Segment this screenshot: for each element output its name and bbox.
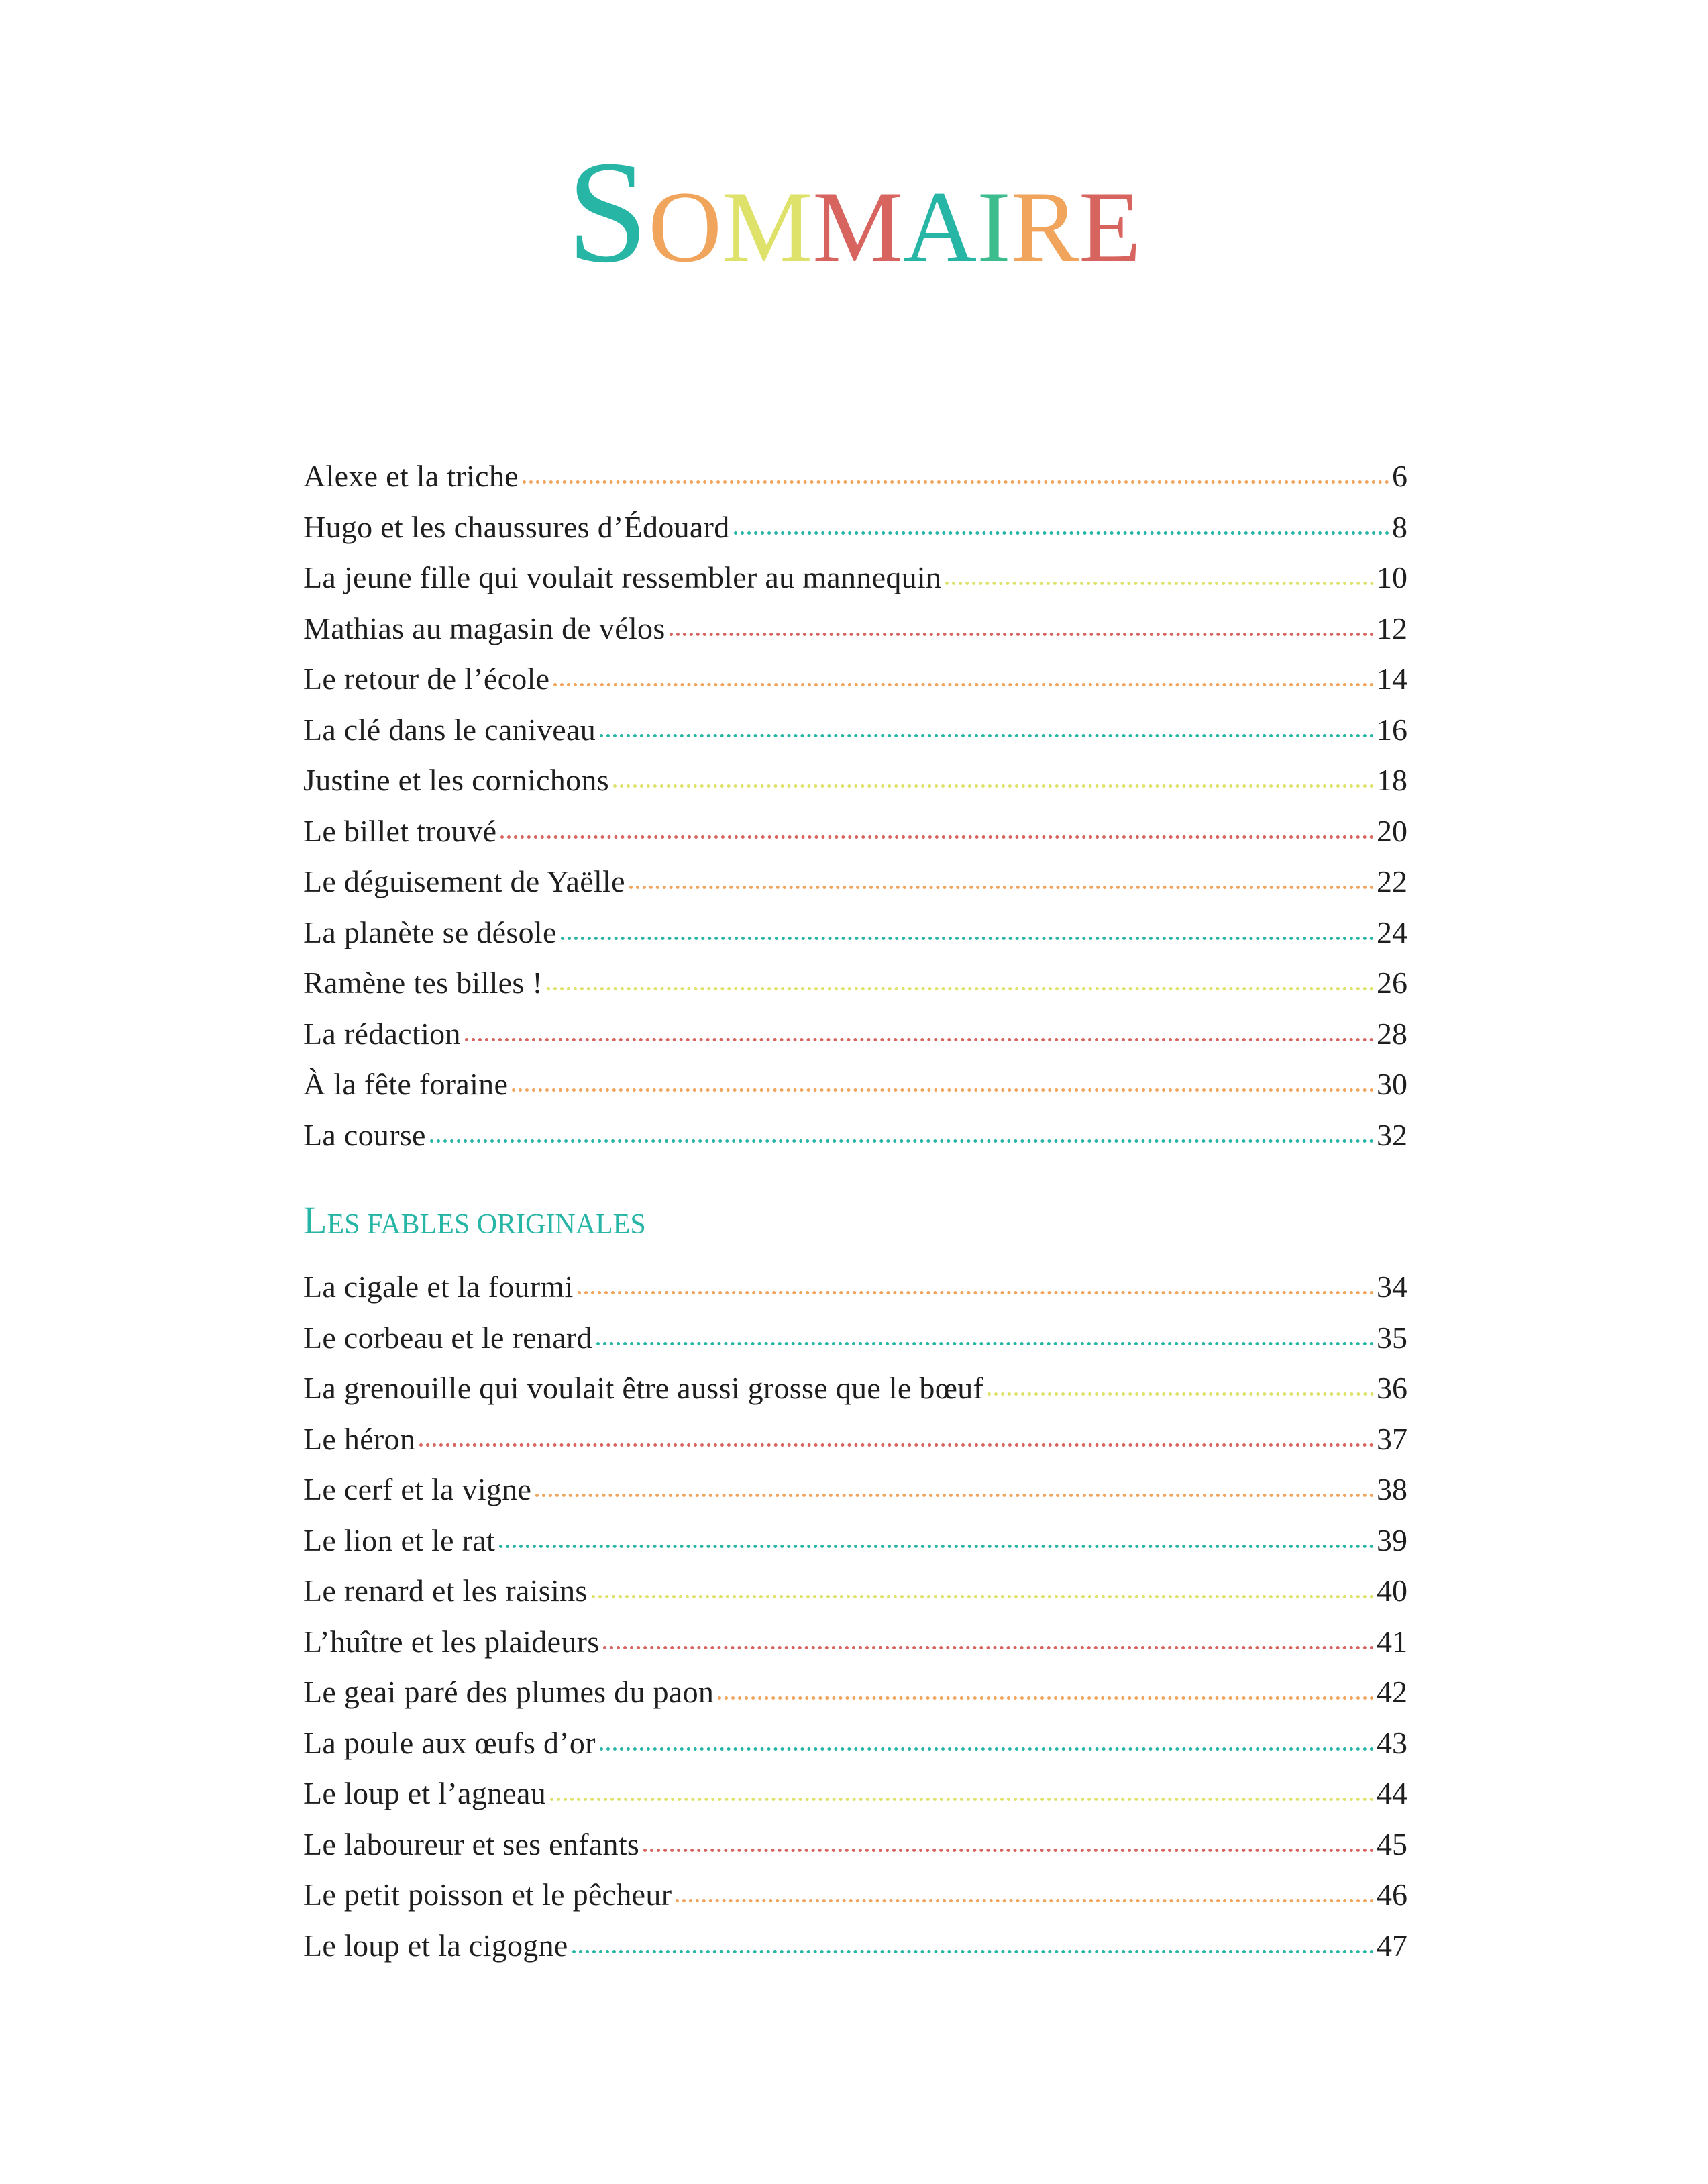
toc-entry-page: 40 (1377, 1573, 1407, 1608)
toc-entry-page: 35 (1377, 1320, 1407, 1355)
toc-entry[interactable] (303, 1616, 1407, 1667)
toc-entry[interactable] (303, 755, 1407, 806)
toc-entry-page: 28 (1377, 1016, 1407, 1051)
toc-entry-title: Le geai paré des plumes du paon (303, 1675, 714, 1709)
toc-entry[interactable] (303, 1515, 1407, 1566)
dotted-leader (945, 582, 1374, 585)
toc-entry-page: 6 (1392, 459, 1407, 493)
dotted-leader (600, 1747, 1374, 1751)
title-letter: A (903, 170, 977, 283)
dotted-leader (547, 987, 1374, 990)
dotted-leader (988, 1392, 1374, 1396)
toc-entry-page: 10 (1377, 560, 1407, 594)
toc-entry-page: 22 (1377, 864, 1407, 898)
toc-entry-title: Le billet trouvé (303, 813, 497, 848)
toc-entry-title: Le renard et les raisins (303, 1573, 588, 1608)
toc-entry-page: 34 (1377, 1269, 1407, 1304)
toc-entry[interactable] (303, 1312, 1407, 1363)
toc-entry-title: Le cerf et la vigne (303, 1472, 532, 1506)
dotted-leader (578, 1291, 1374, 1294)
toc-entry-page: 46 (1377, 1877, 1407, 1912)
toc-entry-title: La jeune fille qui voulait ressembler au mannequin (303, 560, 942, 594)
toc-entry-title: Le laboureur et ses enfants (303, 1826, 640, 1861)
toc-entry-page: 12 (1377, 611, 1407, 645)
toc-entry[interactable] (303, 1565, 1407, 1616)
section-heading (303, 1198, 646, 1242)
dotted-leader (676, 1899, 1374, 1902)
toc-entry-title: La grenouille qui voulait être aussi grosse que le bœuf (303, 1371, 984, 1405)
toc-entry-title: Le retour de l’école (303, 662, 550, 696)
toc-entry[interactable] (303, 907, 1407, 958)
toc-entry-title: Le petit poisson et le pêcheur (303, 1877, 672, 1912)
toc-entry[interactable] (303, 654, 1407, 705)
toc-entry[interactable] (303, 451, 1407, 502)
toc-entry-title: Le loup et la cigogne (303, 1928, 568, 1963)
toc-entry[interactable] (303, 957, 1407, 1008)
toc-entry-title: Le héron (303, 1421, 416, 1456)
dotted-leader (430, 1139, 1374, 1143)
toc-entry[interactable] (303, 1059, 1407, 1110)
toc-entry-title: La cigale et la fourmi (303, 1269, 574, 1304)
title-letter: M (722, 170, 813, 283)
dotted-leader (596, 1342, 1374, 1345)
toc-entry[interactable] (303, 1414, 1407, 1465)
dotted-leader (613, 784, 1374, 788)
toc-entry-page: 42 (1377, 1675, 1407, 1709)
title-letter: E (1079, 170, 1141, 283)
dotted-leader (718, 1696, 1374, 1700)
toc-entry[interactable] (303, 502, 1407, 553)
toc-entry[interactable] (303, 1718, 1407, 1769)
toc-entry[interactable] (303, 552, 1407, 603)
section-heading-rest: ES FABLES ORIGINALES (327, 1209, 646, 1240)
toc-entry[interactable] (303, 1667, 1407, 1718)
title-letter: S (567, 132, 649, 293)
toc-entry[interactable] (303, 856, 1407, 907)
title-letter: R (1010, 170, 1079, 283)
toc-entry-page: 14 (1377, 662, 1407, 696)
toc-entry[interactable] (303, 1363, 1407, 1414)
dotted-leader (512, 1088, 1374, 1092)
toc-entry-page: 24 (1377, 915, 1407, 949)
toc-entry-page: 38 (1377, 1472, 1407, 1506)
toc-entry[interactable] (303, 1110, 1407, 1161)
toc-entry-page: 39 (1377, 1522, 1407, 1557)
toc-entry-title: Justine et les cornichons (303, 763, 609, 797)
dotted-leader (550, 1798, 1374, 1801)
dotted-leader (734, 531, 1389, 535)
toc-entry[interactable] (303, 1008, 1407, 1059)
toc-entry-title: À la fête foraine (303, 1067, 509, 1101)
toc-entry-page: 32 (1377, 1117, 1407, 1152)
toc-entry-title: Le lion et le rat (303, 1522, 496, 1557)
toc-entry-title: Alexe et la triche (303, 459, 519, 493)
dotted-leader (500, 835, 1374, 839)
toc-entry-title: La clé dans le caniveau (303, 712, 596, 747)
dotted-leader (523, 480, 1389, 484)
fables-list (303, 1261, 1407, 1971)
toc-entry-title: La poule aux œufs d’or (303, 1725, 596, 1760)
dotted-leader (670, 633, 1374, 636)
dotted-leader (499, 1545, 1374, 1548)
dotted-leader (572, 1950, 1374, 1953)
toc-entry[interactable] (303, 1768, 1407, 1819)
dotted-leader (561, 937, 1374, 940)
toc-entry-title: Le déguisement de Yaëlle (303, 864, 625, 898)
toc-entry[interactable] (303, 1819, 1407, 1870)
toc-entry[interactable] (303, 603, 1407, 654)
toc-entry-title: La course (303, 1117, 426, 1152)
toc-entry-title: Le corbeau et le renard (303, 1320, 592, 1355)
toc-entry[interactable] (303, 1920, 1407, 1971)
toc-entry[interactable] (303, 1464, 1407, 1515)
toc-entry-page: 18 (1377, 763, 1407, 797)
toc-entry-title: Ramène tes billes ! (303, 966, 543, 1000)
toc-entry-title: Hugo et les chaussures d’Édouard (303, 509, 730, 544)
dotted-leader (629, 886, 1374, 889)
toc-entry-title: Mathias au magasin de vélos (303, 611, 665, 645)
dotted-leader (419, 1443, 1374, 1447)
toc-entry-title: Le loup et l’agneau (303, 1776, 547, 1810)
dotted-leader (603, 1646, 1374, 1649)
toc-entry-page: 36 (1377, 1371, 1407, 1405)
page-title (0, 132, 1708, 293)
dotted-leader (643, 1849, 1374, 1852)
toc-entry[interactable] (303, 705, 1407, 756)
toc-entry[interactable] (303, 1261, 1407, 1312)
title-letter: O (648, 170, 723, 283)
toc-entry-page: 8 (1392, 509, 1407, 544)
toc-entry[interactable] (303, 1869, 1407, 1920)
toc-entry-page: 30 (1377, 1067, 1407, 1101)
toc-entry-page: 45 (1377, 1826, 1407, 1861)
toc-entry-page: 20 (1377, 813, 1407, 848)
toc-entry-title: La planète se désole (303, 915, 557, 949)
title-letter: I (977, 170, 1011, 283)
dotted-leader (600, 734, 1374, 737)
toc-entry-page: 43 (1377, 1725, 1407, 1760)
dotted-leader (535, 1494, 1374, 1497)
stories-list (303, 451, 1407, 1160)
toc-entry-page: 37 (1377, 1421, 1407, 1456)
toc-entry-page: 47 (1377, 1928, 1407, 1963)
dotted-leader (592, 1595, 1374, 1598)
toc-entry-title: L’huître et les plaideurs (303, 1624, 600, 1659)
toc-entry-title: La rédaction (303, 1016, 461, 1051)
section-heading-initial: L (303, 1198, 327, 1242)
toc-entry-page: 41 (1377, 1624, 1407, 1659)
title-letter: M (812, 170, 904, 283)
dotted-leader (465, 1038, 1374, 1041)
toc-entry[interactable] (303, 806, 1407, 857)
toc-entry-page: 16 (1377, 712, 1407, 747)
toc-entry-page: 44 (1377, 1776, 1407, 1810)
toc-entry-page: 26 (1377, 966, 1407, 1000)
dotted-leader (553, 683, 1374, 686)
